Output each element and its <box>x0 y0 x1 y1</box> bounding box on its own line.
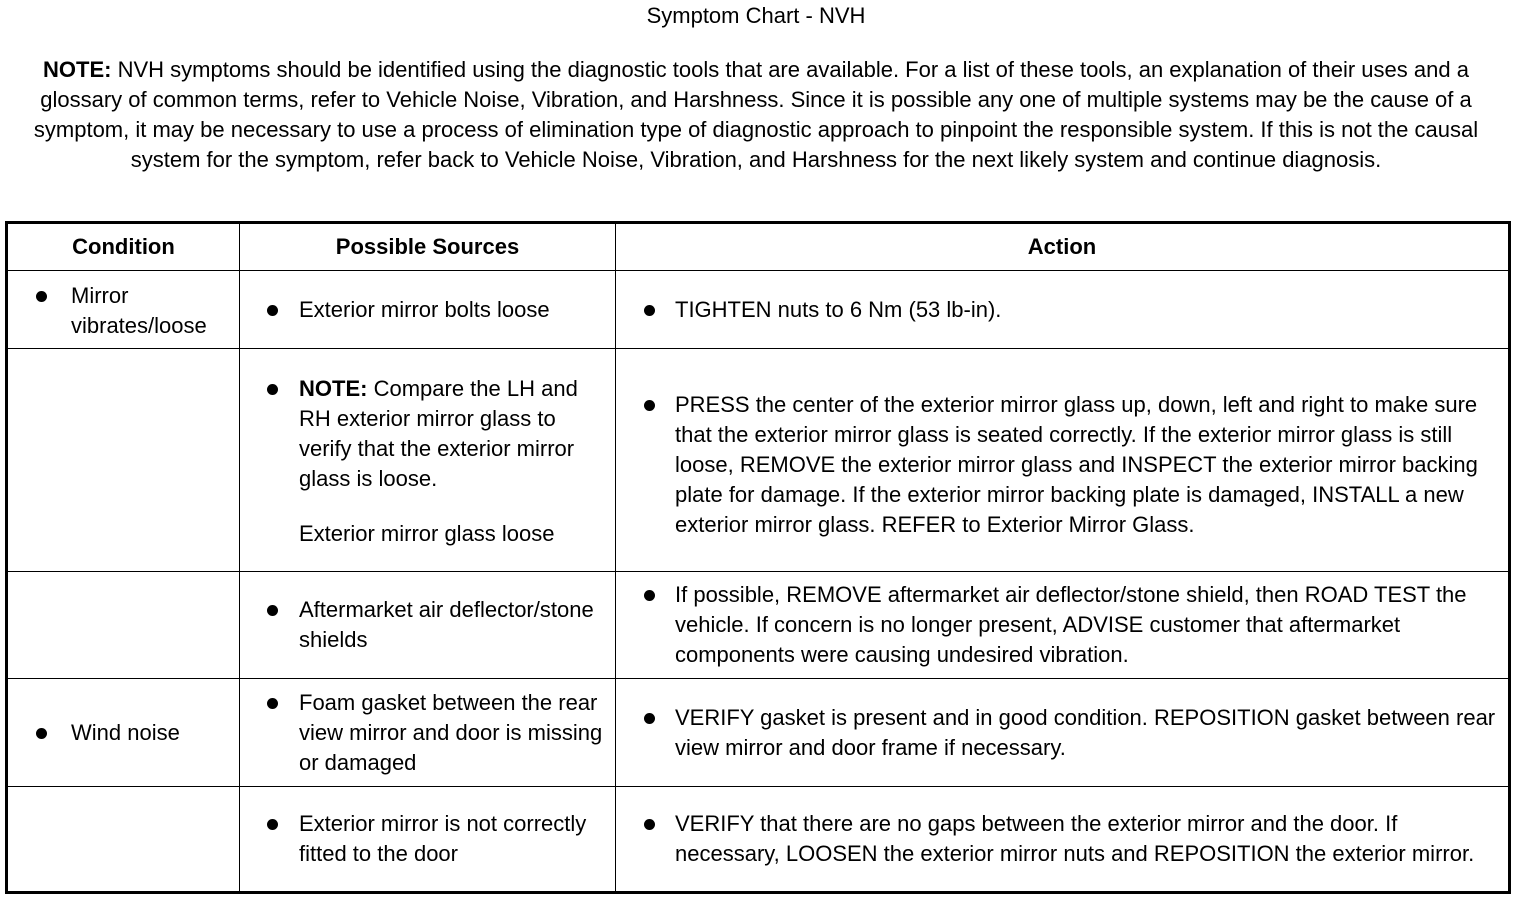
source-text: Foam gasket between the rear view mirror and door is missing or damaged <box>299 689 603 775</box>
note-paragraph <box>8 55 1504 175</box>
header-action: Action <box>616 223 1510 271</box>
table-row <box>7 349 1510 572</box>
condition-cell <box>7 679 240 787</box>
table-row <box>7 679 1510 787</box>
page-title: Symptom Chart - NVH <box>646 3 866 28</box>
bullet-icon <box>644 590 655 601</box>
table-row <box>7 787 1510 893</box>
source-cell <box>240 787 616 893</box>
symptom-chart-table <box>5 221 1511 894</box>
action-text: PRESS the center of the exterior mirror glass up, down, left and right to make sure that the exterior mirror glass is seated correctly. If the exterior mirror glass is still loose, REMOVE the exterior mirror glass and INSPECT the exterior mirror backing plate for damage. If the exterior mirror backing plate is damaged, INSTALL a new exterior mirror glass. REFER to Exterior Mirror Glass. <box>675 392 1478 537</box>
bullet-icon <box>267 698 278 709</box>
action-text: VERIFY gasket is present and in good condition. REPOSITION gasket between rear view mirror and door frame if necessary. <box>675 704 1496 760</box>
source-cell <box>240 572 616 679</box>
source-main-text: Exterior mirror glass loose <box>299 520 555 546</box>
table-header-row <box>7 223 1510 271</box>
action-text: If possible, REMOVE aftermarket air deflector/stone shield, then ROAD TEST the vehicle. If concern is no longer present, ADVISE customer that aftermarket components were causing undesired vibration. <box>675 582 1467 667</box>
source-text: Exterior mirror bolts loose <box>299 296 550 322</box>
bullet-icon <box>267 819 278 830</box>
bullet-icon <box>36 291 47 302</box>
bullet-icon <box>267 384 278 395</box>
source-cell <box>240 271 616 349</box>
note-text: NVH symptoms should be identified using the diagnostic tools that are available. For a list of these tools, an explanation of their uses and a glossary of common terms, refer to Vehicle Noise, Vibration, and Harshness. Since it is possible any one of multiple systems may be the cause of a symptom, it may be necessary to use a process of elimination type of diagnostic approach to pinpoint the responsible system. If this is not the causal system for the symptom, refer back to Vehicle Noise, Vibration, and Harshness for the next likely system and continue diagnosis. <box>33 57 1479 172</box>
bullet-icon <box>267 605 278 616</box>
action-cell <box>616 679 1510 787</box>
action-text: TIGHTEN nuts to 6 Nm (53 lb-in). <box>675 296 1002 322</box>
source-cell <box>240 349 616 572</box>
condition-text: Mirror vibrates/loose <box>71 282 207 338</box>
header-possible-sources: Possible Sources <box>240 223 616 271</box>
source-note-label: NOTE: <box>299 375 368 401</box>
action-cell <box>616 572 1510 679</box>
header-condition: Condition <box>7 223 240 271</box>
note-label: NOTE: <box>43 57 112 82</box>
source-cell <box>240 679 616 787</box>
source-text: Exterior mirror is not correctly fitted to the door <box>299 811 587 866</box>
table-row <box>7 271 1510 349</box>
table-row <box>7 572 1510 679</box>
source-text <box>299 374 607 549</box>
bullet-icon <box>267 305 278 316</box>
bullet-icon <box>644 400 655 411</box>
bullet-icon <box>644 713 655 724</box>
bullet-icon <box>644 819 655 830</box>
source-text: Aftermarket air deflector/stone shields <box>299 597 594 652</box>
source-note-text: Compare the LH and RH exterior mirror glass to verify that the exterior mirror glass is loose. <box>299 375 578 491</box>
condition-cell <box>7 787 240 893</box>
action-cell <box>616 349 1510 572</box>
condition-cell <box>7 572 240 679</box>
action-text: VERIFY that there are no gaps between the exterior mirror and the door. If necessary, LOOSEN the exterior mirror nuts and REPOSITION the exterior mirror. <box>675 811 1475 866</box>
condition-text: Wind noise <box>71 719 180 745</box>
condition-cell <box>7 349 240 572</box>
action-cell <box>616 787 1510 893</box>
condition-cell <box>7 271 240 349</box>
action-cell <box>616 271 1510 349</box>
bullet-icon <box>36 728 47 739</box>
bullet-icon <box>644 305 655 316</box>
